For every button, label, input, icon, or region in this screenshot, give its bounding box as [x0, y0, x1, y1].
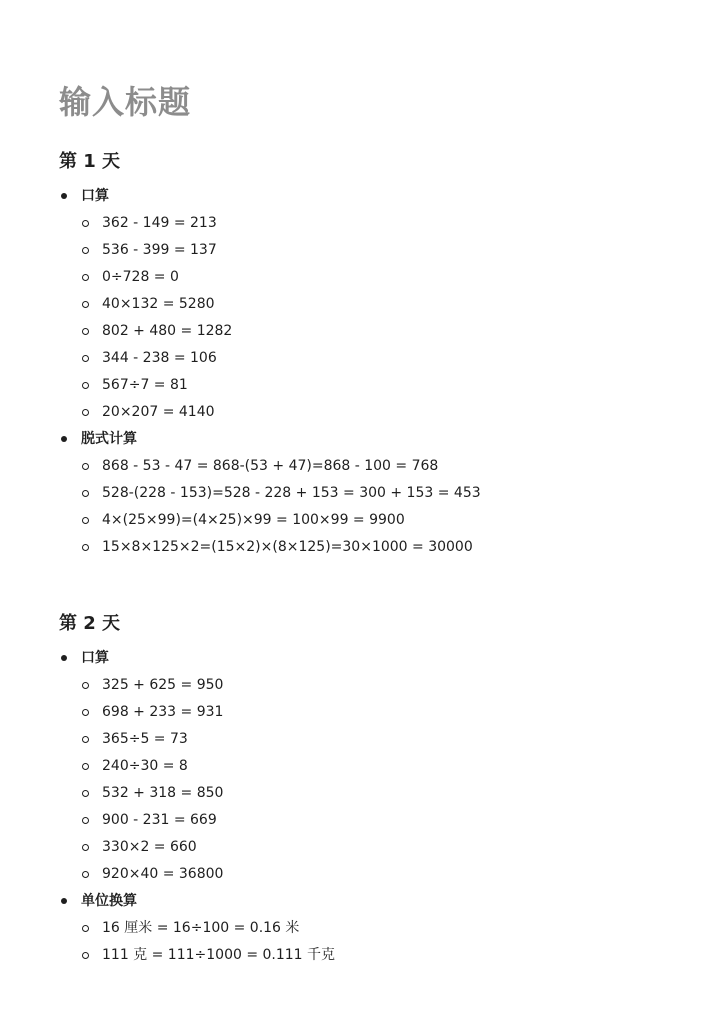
item-text: 240÷30 = 8: [102, 758, 188, 774]
circle-bullet-icon: [82, 247, 89, 254]
day-heading: 第 2 天: [59, 613, 121, 634]
list-item: [59, 345, 699, 372]
document-title[interactable]: 输入标题: [59, 83, 192, 121]
list-item: [59, 291, 699, 318]
list-item: [59, 210, 699, 237]
circle-bullet-icon: [82, 409, 89, 416]
section-title: [59, 426, 699, 453]
list-item: [59, 318, 699, 345]
item-text: 868 - 53 - 47 = 868-(53 + 47)=868 - 100 = 768: [102, 458, 439, 474]
bullet-icon: [61, 655, 67, 661]
circle-bullet-icon: [82, 463, 89, 470]
section-title-text: 口算: [81, 188, 109, 204]
circle-bullet-icon: [82, 490, 89, 497]
section-title-text: 口算: [81, 650, 109, 666]
item-text: 111 克 = 111÷1000 = 0.111 千克: [102, 947, 336, 963]
circle-bullet-icon: [82, 517, 89, 524]
day-section-1: [59, 149, 699, 561]
item-text: 330×2 = 660: [102, 839, 197, 855]
list-item: [59, 480, 699, 507]
circle-bullet-icon: [82, 844, 89, 851]
item-text: 362 - 149 = 213: [102, 215, 217, 231]
item-list: [59, 453, 699, 561]
list-item: [59, 672, 699, 699]
item-list: [59, 210, 699, 426]
list-item: [59, 861, 699, 888]
item-text: 920×40 = 36800: [102, 866, 224, 882]
list-item: [59, 507, 699, 534]
section-title: [59, 183, 699, 210]
circle-bullet-icon: [82, 790, 89, 797]
section-title-text: 脱式计算: [81, 431, 137, 447]
circle-bullet-icon: [82, 328, 89, 335]
circle-bullet-icon: [82, 220, 89, 227]
item-text: 567÷7 = 81: [102, 377, 188, 393]
item-text: 698 + 233 = 931: [102, 704, 224, 720]
item-text: 536 - 399 = 137: [102, 242, 217, 258]
list-item: [59, 699, 699, 726]
circle-bullet-icon: [82, 382, 89, 389]
list-item: [59, 399, 699, 426]
list-item: [59, 834, 699, 861]
circle-bullet-icon: [82, 544, 89, 551]
section-oral-calculation: [59, 183, 699, 426]
circle-bullet-icon: [82, 952, 89, 959]
item-text: 900 - 231 = 669: [102, 812, 217, 828]
section-title-text: 单位换算: [81, 893, 137, 909]
item-text: 16 厘米 = 16÷100 = 0.16 米: [102, 920, 300, 936]
circle-bullet-icon: [82, 355, 89, 362]
section-title: [59, 888, 699, 915]
circle-bullet-icon: [82, 871, 89, 878]
item-text: 40×132 = 5280: [102, 296, 215, 312]
section-step-calculation: [59, 426, 699, 561]
list-item: [59, 753, 699, 780]
section-title: [59, 645, 699, 672]
bullet-icon: [61, 436, 67, 442]
list-item: [59, 264, 699, 291]
item-text: 325 + 625 = 950: [102, 677, 224, 693]
day-heading: 第 1 天: [59, 151, 121, 172]
item-text: 532 + 318 = 850: [102, 785, 224, 801]
circle-bullet-icon: [82, 817, 89, 824]
circle-bullet-icon: [82, 301, 89, 308]
item-list: [59, 672, 699, 888]
circle-bullet-icon: [82, 736, 89, 743]
list-item: [59, 726, 699, 753]
item-list: [59, 915, 699, 969]
bullet-icon: [61, 898, 67, 904]
list-item: [59, 807, 699, 834]
item-text: 0÷728 = 0: [102, 269, 179, 285]
list-item: [59, 237, 699, 264]
list-item: [59, 534, 699, 561]
item-text: 528-(228 - 153)=528 - 228 + 153 = 300 + 153 = 453: [102, 485, 481, 501]
circle-bullet-icon: [82, 763, 89, 770]
section-list: [59, 183, 699, 561]
bullet-icon: [61, 193, 67, 199]
item-text: 15×8×125×2=(15×2)×(8×125)=30×1000 = 30000: [102, 539, 473, 555]
section-oral-calculation: [59, 645, 699, 888]
list-item: [59, 942, 699, 969]
item-text: 802 + 480 = 1282: [102, 323, 233, 339]
list-item: [59, 915, 699, 942]
day-section-2: [59, 611, 699, 969]
circle-bullet-icon: [82, 274, 89, 281]
circle-bullet-icon: [82, 709, 89, 716]
item-text: 365÷5 = 73: [102, 731, 188, 747]
list-item: [59, 453, 699, 480]
section-unit-conversion: [59, 888, 699, 969]
circle-bullet-icon: [82, 682, 89, 689]
list-item: [59, 780, 699, 807]
list-item: [59, 372, 699, 399]
item-text: 20×207 = 4140: [102, 404, 215, 420]
circle-bullet-icon: [82, 925, 89, 932]
item-text: 344 - 238 = 106: [102, 350, 217, 366]
item-text: 4×(25×99)=(4×25)×99 = 100×99 = 9900: [102, 512, 405, 528]
section-list: [59, 645, 699, 969]
